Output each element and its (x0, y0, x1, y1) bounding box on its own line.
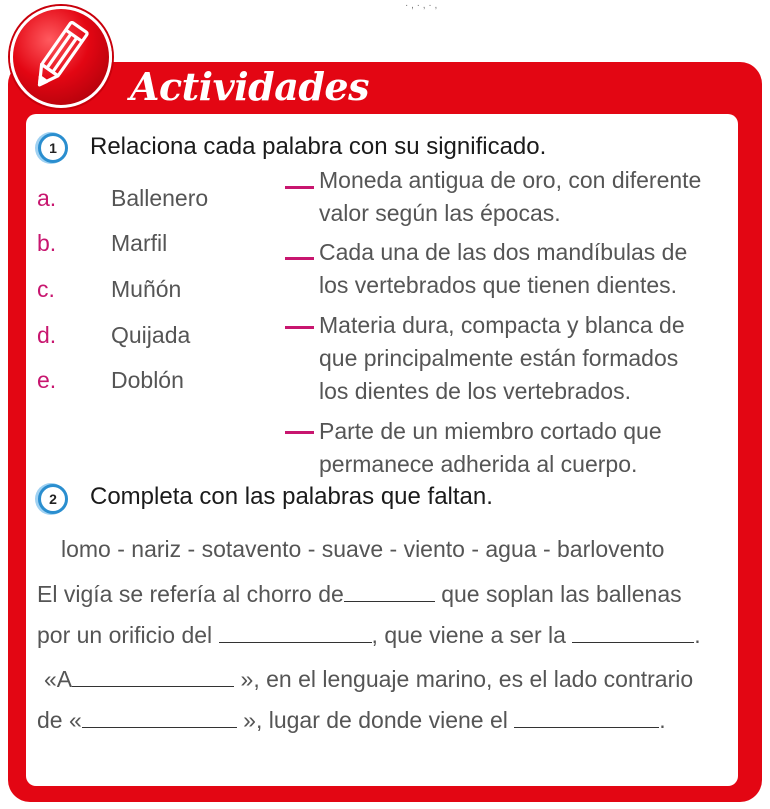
match-dash-1 (285, 186, 314, 189)
definition-3-line-1: Materia dura, compacta y blanca de (319, 312, 685, 338)
match-dash-2 (285, 257, 314, 260)
definition-2-line-1: Cada una de las dos mandíbulas de (319, 239, 688, 265)
blank-4[interactable] (72, 666, 234, 687)
item-word-a: Ballenero (111, 185, 209, 211)
definition-3-line-3: los dientes de los vertebrados. (319, 378, 631, 404)
top-fragment: · , · , · , (405, 0, 438, 11)
item-letter-d: d. (37, 322, 57, 348)
activity-number-1: 1 (38, 133, 68, 163)
item-word-d: Quijada (111, 322, 191, 348)
pencil-badge (10, 6, 112, 108)
definition-4-line-2: permanece adherida al cuerpo. (319, 451, 638, 477)
fill-text-segment: «A (44, 666, 73, 692)
item-letter-a: a. (37, 185, 57, 211)
match-dash-4 (285, 431, 314, 434)
blank-6[interactable] (514, 707, 659, 728)
fill-text-line-2 (37, 620, 701, 650)
fill-text-line-4 (37, 705, 666, 735)
fill-text-line-3 (44, 664, 693, 694)
match-dash-3 (285, 326, 314, 329)
item-letter-e: e. (37, 367, 57, 393)
blank-2[interactable] (219, 622, 372, 643)
definition-1-line-1: Moneda antigua de oro, con diferente (319, 167, 702, 193)
activity-number-2: 2 (38, 484, 68, 514)
definition-3-line-2: que principalmente están formados (319, 345, 679, 371)
fill-text-segment: de « (37, 707, 82, 733)
item-word-e: Doblón (111, 367, 184, 393)
fill-text-segment: . (694, 622, 701, 648)
item-word-c: Muñón (111, 276, 182, 302)
fill-text-line-1 (37, 579, 682, 609)
fill-text-segment: », en el lenguaje marino, es el lado contrario (234, 666, 694, 692)
blank-3[interactable] (572, 622, 694, 643)
fill-text-segment: que soplan las ballenas (434, 581, 682, 607)
fill-text-segment: », lugar de donde viene el (236, 707, 515, 733)
fill-text-segment: , que viene a ser la (371, 622, 573, 648)
definition-4-line-1: Parte de un miembro cortado que (319, 418, 662, 444)
blank-1[interactable] (344, 581, 435, 602)
page-title: Actividades (130, 64, 369, 109)
fill-text-segment: El vigía se refería al chorro de (37, 581, 344, 607)
word-bank: lomo - nariz - sotavento - suave - viento - agua - barlovento (61, 536, 665, 562)
item-word-b: Marfil (111, 230, 168, 256)
fill-text-segment: . (659, 707, 666, 733)
definition-2-line-2: los vertebrados que tienen dientes. (319, 272, 678, 298)
item-letter-b: b. (37, 230, 57, 256)
item-letter-c: c. (37, 276, 55, 302)
pencil-icon (23, 17, 95, 97)
activity-1-instruction: Relaciona cada palabra con su significado. (90, 133, 547, 160)
blank-5[interactable] (82, 707, 237, 728)
activity-2-instruction: Completa con las palabras que faltan. (90, 483, 493, 510)
fill-text-segment: por un orificio del (37, 622, 219, 648)
definition-1-line-2: valor según las épocas. (319, 200, 561, 226)
